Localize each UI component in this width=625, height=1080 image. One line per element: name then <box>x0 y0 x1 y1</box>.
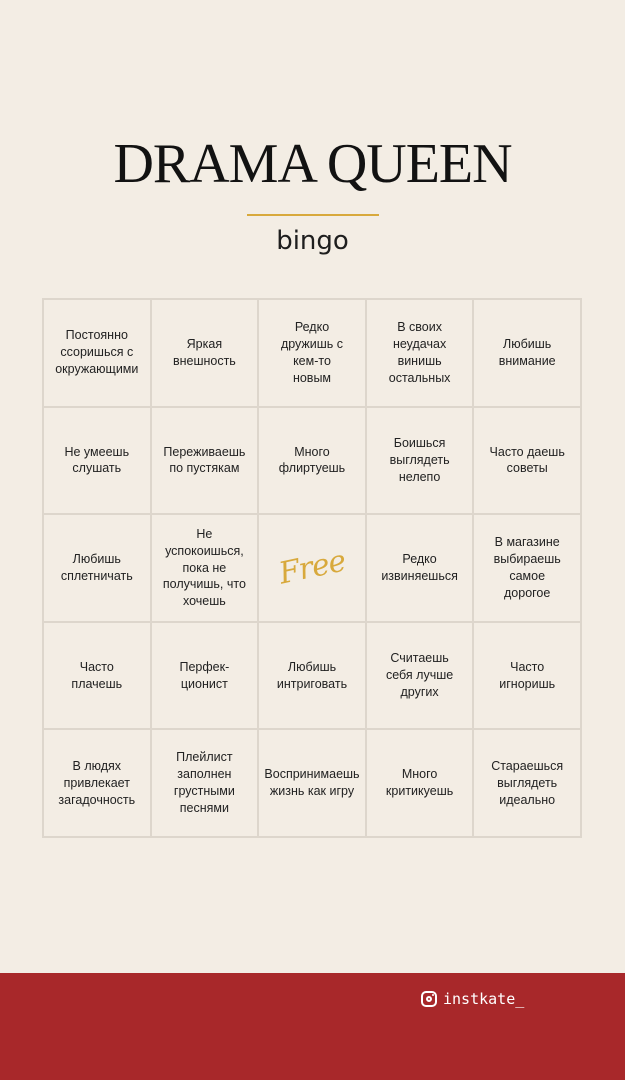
bingo-cell[interactable]: Редко дружишь с кем-то новым <box>259 300 367 408</box>
bingo-cell[interactable]: Постоянно ссоришься с окружающими <box>44 300 152 408</box>
free-label: Free <box>275 543 349 592</box>
instagram-handle[interactable] <box>421 990 524 1008</box>
bingo-cell[interactable]: Боишься выглядеть нелепо <box>367 408 475 516</box>
title-divider <box>247 214 379 216</box>
bingo-free-cell[interactable] <box>259 515 367 623</box>
bingo-cell[interactable]: В своих неудачах винишь остальных <box>367 300 475 408</box>
instagram-icon <box>421 991 437 1007</box>
handle-text: instkate_ <box>443 990 525 1008</box>
bingo-cell[interactable]: Любишь сплетничать <box>44 515 152 623</box>
page-title: DRAMA QUEEN <box>113 133 512 195</box>
bingo-cell[interactable]: В людях привлекает загадочность <box>44 730 152 838</box>
bingo-cell[interactable]: Много критикуешь <box>367 730 475 838</box>
bingo-cell[interactable]: В магазине выбираешь самое дорогое <box>474 515 582 623</box>
bingo-cell[interactable]: Плейлист заполнен грустными песнями <box>152 730 260 838</box>
bingo-cell[interactable]: Часто игноришь <box>474 623 582 731</box>
bingo-cell[interactable]: Любишь интриговать <box>259 623 367 731</box>
bingo-cell[interactable]: Считаешь себя лучше других <box>367 623 475 731</box>
bingo-cell[interactable]: Много флиртуешь <box>259 408 367 516</box>
bingo-cell[interactable]: Не успокоишься, пока не получишь, что хочешь <box>152 515 260 623</box>
bingo-cell[interactable]: Яркая внешность <box>152 300 260 408</box>
bingo-cell[interactable]: Часто даешь советы <box>474 408 582 516</box>
footer-bar <box>0 973 625 1080</box>
bingo-cell[interactable]: Часто плачешь <box>44 623 152 731</box>
bingo-cell[interactable]: Перфек- ционист <box>152 623 260 731</box>
bingo-cell[interactable]: Любишь внимание <box>474 300 582 408</box>
page-subtitle: bingo <box>276 226 349 256</box>
bingo-cell[interactable]: Редко извиняешься <box>367 515 475 623</box>
bingo-grid <box>42 298 582 838</box>
bingo-cell[interactable]: Не умеешь слушать <box>44 408 152 516</box>
bingo-cell[interactable]: Воспринимаешь жизнь как игру <box>259 730 367 838</box>
bingo-cell[interactable]: Стараешься выглядеть идеально <box>474 730 582 838</box>
bingo-cell[interactable]: Переживаешь по пустякам <box>152 408 260 516</box>
